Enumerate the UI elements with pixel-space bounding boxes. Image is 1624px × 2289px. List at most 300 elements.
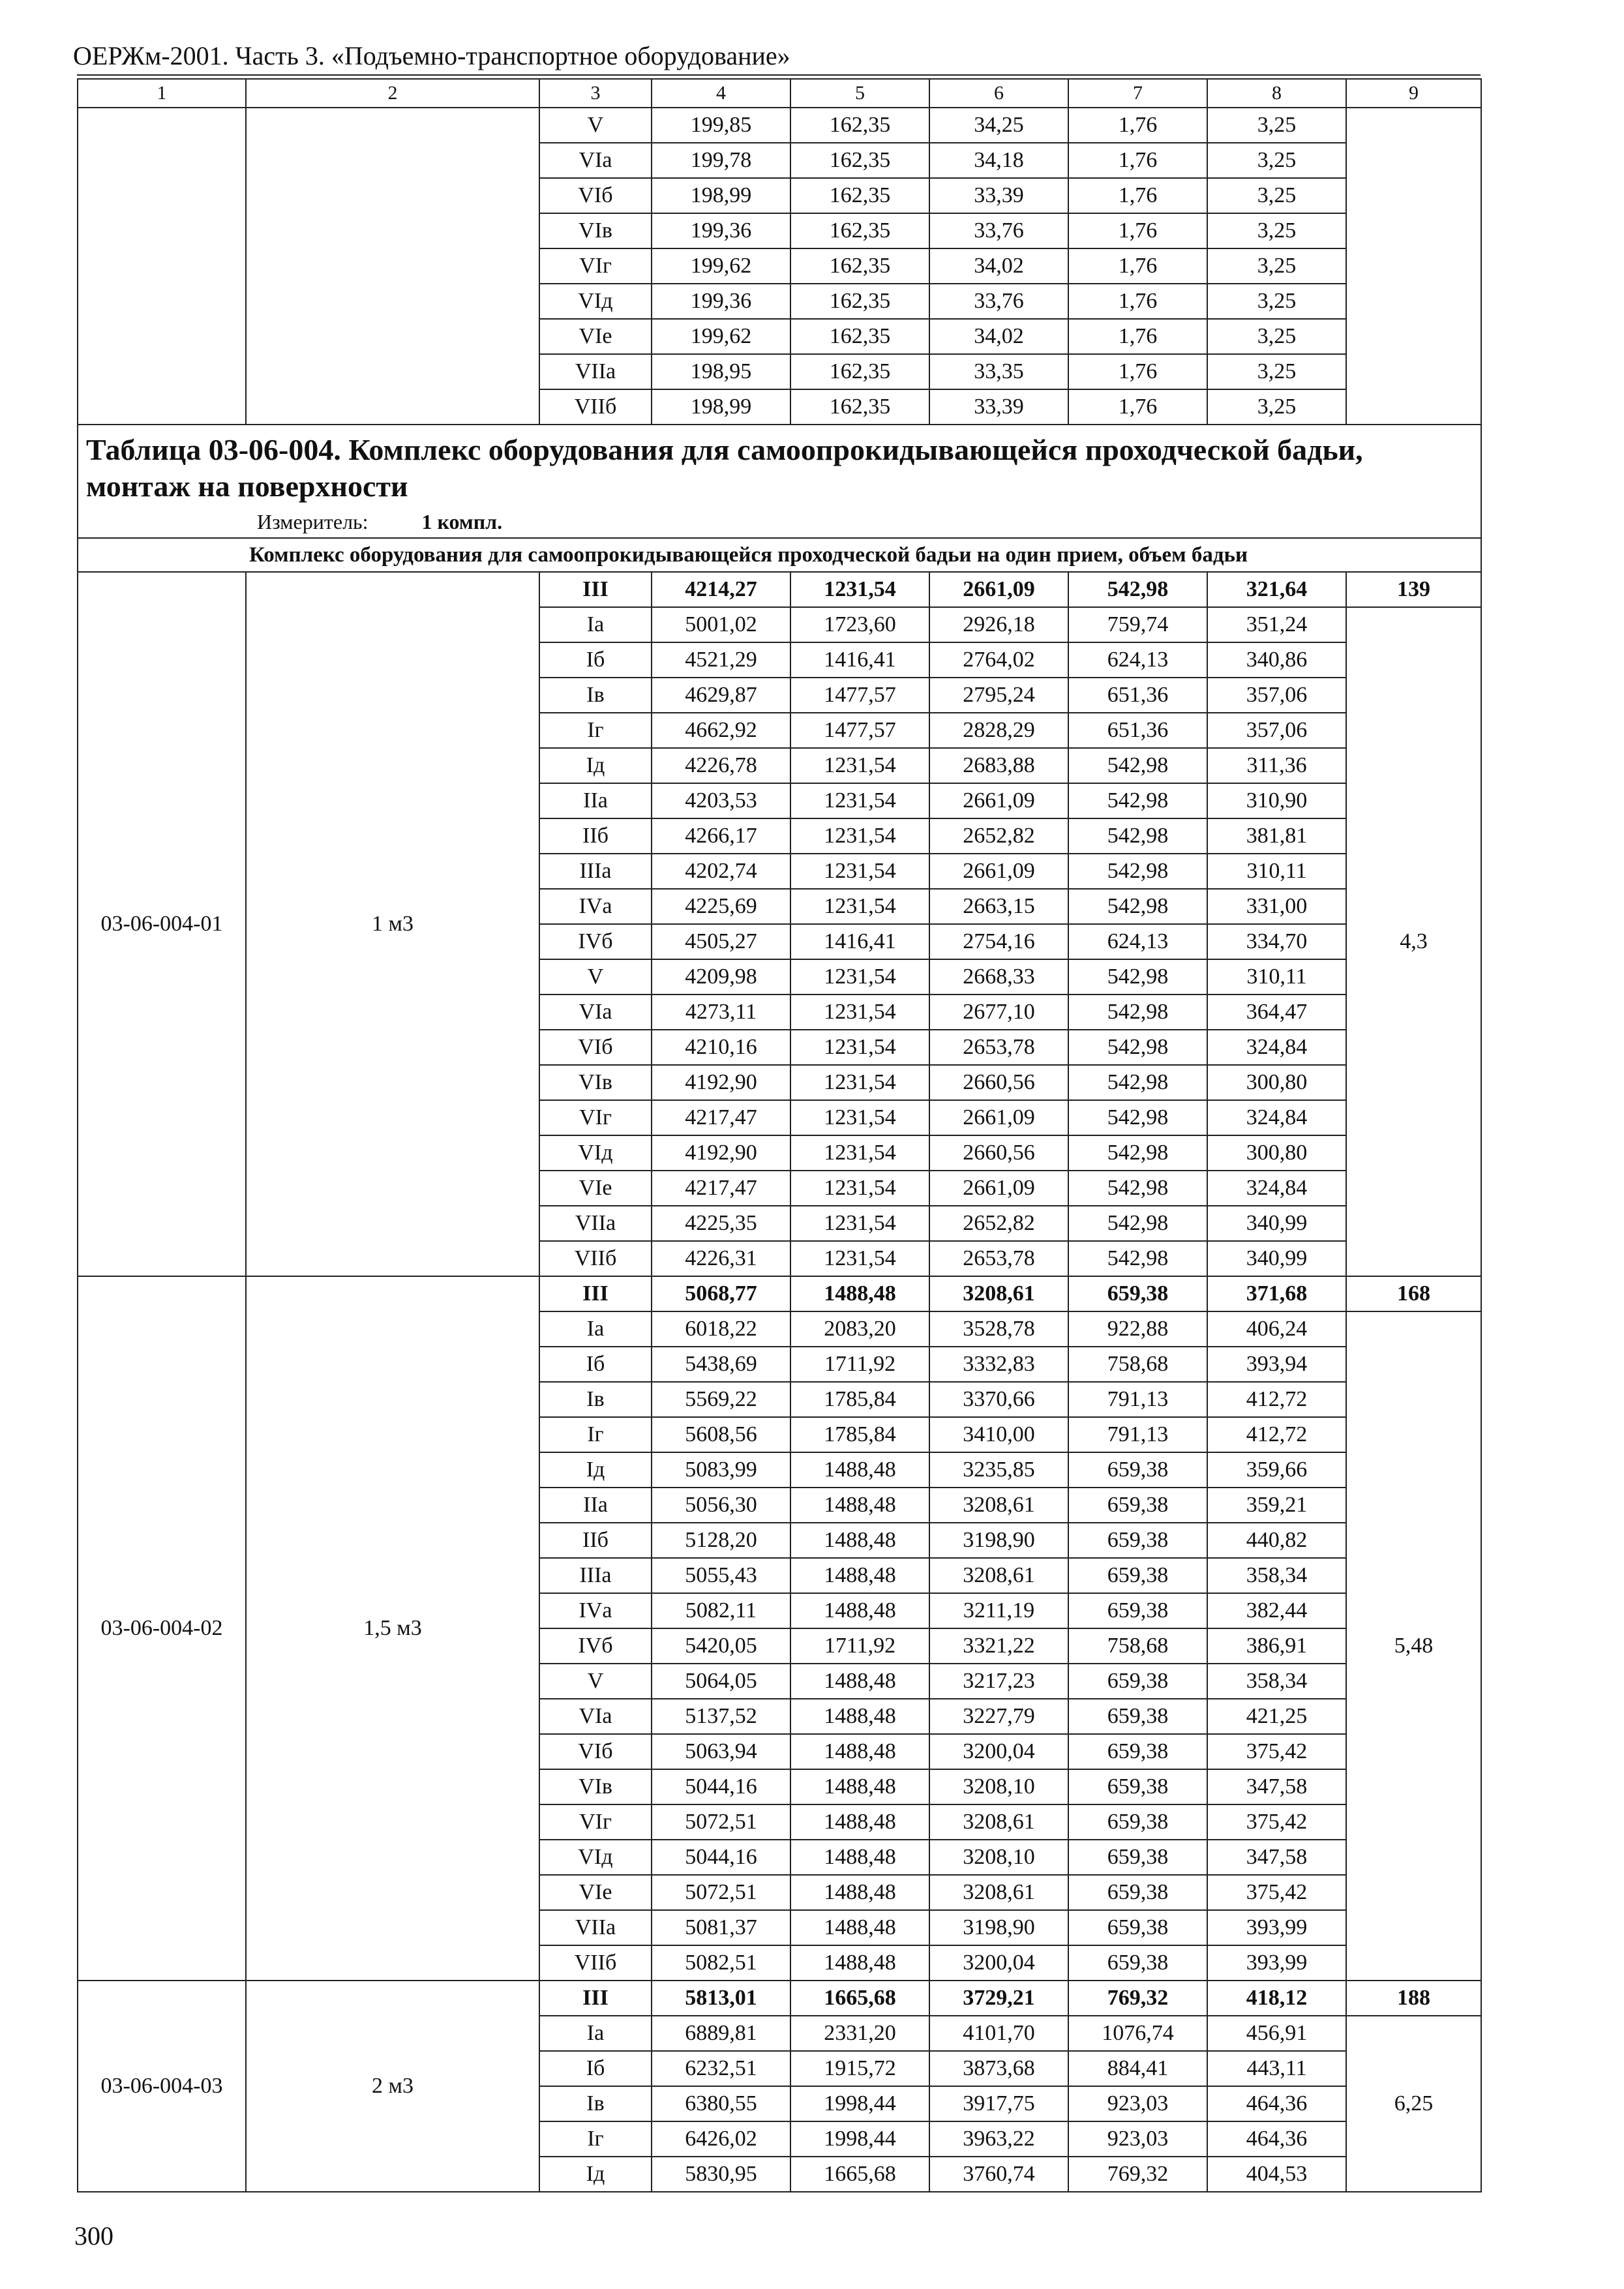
value-cell: 358,34 xyxy=(1207,1664,1346,1699)
value-cell: 759,74 xyxy=(1068,607,1207,642)
value-cell: 3,25 xyxy=(1207,108,1346,143)
value-cell: 922,88 xyxy=(1068,1311,1207,1347)
value-cell: 5081,37 xyxy=(652,1910,790,1945)
value-cell: 393,94 xyxy=(1207,1347,1346,1382)
value-cell: 5056,30 xyxy=(652,1488,790,1523)
value-cell: 758,68 xyxy=(1068,1347,1207,1382)
value-cell: 6018,22 xyxy=(652,1311,790,1347)
page-number: 300 xyxy=(74,2221,113,2251)
value-cell: 300,80 xyxy=(1207,1135,1346,1171)
meter-row xyxy=(86,511,1473,532)
value-cell: VIг xyxy=(539,1804,652,1840)
value-cell: 1231,54 xyxy=(790,1206,929,1241)
value-cell: 2661,09 xyxy=(929,1100,1068,1135)
section-title-cell xyxy=(78,425,1481,538)
value-cell: 3,25 xyxy=(1207,389,1346,425)
header-rule xyxy=(77,74,1481,76)
value-cell: 3198,90 xyxy=(929,1910,1068,1945)
value-cell: Iб xyxy=(539,2051,652,2086)
value-cell: 542,98 xyxy=(1068,1241,1207,1276)
value-cell: 542,98 xyxy=(1068,783,1207,818)
value-cell: 4225,35 xyxy=(652,1206,790,1241)
value-cell: 33,35 xyxy=(929,354,1068,389)
value-cell: 199,85 xyxy=(652,108,790,143)
value-cell: 659,38 xyxy=(1068,1875,1207,1910)
value-cell: 1477,57 xyxy=(790,678,929,713)
value-cell: 5438,69 xyxy=(652,1347,790,1382)
value-cell: 542,98 xyxy=(1068,1135,1207,1171)
value-cell: 1488,48 xyxy=(790,1734,929,1769)
value-cell: 4203,53 xyxy=(652,783,790,818)
value-cell: VIа xyxy=(539,995,652,1030)
value-cell: 334,70 xyxy=(1207,924,1346,959)
value-cell: 393,99 xyxy=(1207,1910,1346,1945)
value-cell: 659,38 xyxy=(1068,1523,1207,1558)
value-cell: IIIа xyxy=(539,1558,652,1593)
value-cell: 34,25 xyxy=(929,108,1068,143)
item-code: 03-06-004-01 xyxy=(78,572,246,1276)
value-cell: 542,98 xyxy=(1068,1030,1207,1065)
item-name: 2 м3 xyxy=(246,1981,539,2192)
value-cell: 1665,68 xyxy=(790,2157,929,2192)
value-cell: 542,98 xyxy=(1068,959,1207,995)
value-cell: 3917,75 xyxy=(929,2086,1068,2121)
value-cell: 3211,19 xyxy=(929,1593,1068,1628)
table-row xyxy=(78,108,1481,143)
value-cell: 3217,23 xyxy=(929,1664,1068,1699)
value-cell: 33,39 xyxy=(929,389,1068,425)
value-cell: IVа xyxy=(539,1593,652,1628)
value-cell: IVб xyxy=(539,1628,652,1664)
value-cell: 1488,48 xyxy=(790,1276,929,1311)
value-cell: 3528,78 xyxy=(929,1311,1068,1347)
value-cell: 5082,11 xyxy=(652,1593,790,1628)
value-cell: 6889,81 xyxy=(652,2016,790,2051)
value-cell: 375,42 xyxy=(1207,1875,1346,1910)
value-cell: 1231,54 xyxy=(790,1135,929,1171)
value-cell: 3208,61 xyxy=(929,1276,1068,1311)
value-cell: 2683,88 xyxy=(929,748,1068,783)
value-cell: VIб xyxy=(539,1734,652,1769)
value-cell: 1488,48 xyxy=(790,1769,929,1804)
value-cell: 440,82 xyxy=(1207,1523,1346,1558)
value-cell: Iд xyxy=(539,2157,652,2192)
value-cell: 5063,94 xyxy=(652,1734,790,1769)
col9-value: 6,25 xyxy=(1346,2016,1481,2192)
value-cell: Iв xyxy=(539,1382,652,1417)
value-cell: 4210,16 xyxy=(652,1030,790,1065)
column-number: 4 xyxy=(652,79,790,108)
value-cell: VIд xyxy=(539,1135,652,1171)
value-cell: 199,36 xyxy=(652,213,790,248)
value-cell: 2652,82 xyxy=(929,1206,1068,1241)
column-number: 1 xyxy=(78,79,246,108)
value-cell: 3410,00 xyxy=(929,1417,1068,1452)
value-cell: 1076,74 xyxy=(1068,2016,1207,2051)
value-cell: 5001,02 xyxy=(652,607,790,642)
value-cell: 198,95 xyxy=(652,354,790,389)
value-cell: 4226,31 xyxy=(652,1241,790,1276)
value-cell: 5083,99 xyxy=(652,1452,790,1488)
value-cell: 199,78 xyxy=(652,143,790,178)
value-cell: 2652,82 xyxy=(929,818,1068,854)
name-cell xyxy=(246,108,539,425)
value-cell: 321,64 xyxy=(1207,572,1346,607)
value-cell: 659,38 xyxy=(1068,1452,1207,1488)
value-cell: VIIб xyxy=(539,389,652,425)
value-cell: 4214,27 xyxy=(652,572,790,607)
value-cell: 4273,11 xyxy=(652,995,790,1030)
value-cell: 34,02 xyxy=(929,319,1068,354)
value-cell: III xyxy=(539,1981,652,2016)
value-cell: 5044,16 xyxy=(652,1769,790,1804)
value-cell: 421,25 xyxy=(1207,1699,1346,1734)
column-number: 6 xyxy=(929,79,1068,108)
value-cell: 1488,48 xyxy=(790,1945,929,1981)
page-header: ОЕРЖм-2001. Часть 3. «Подъемно-транспортное оборудование» xyxy=(73,41,790,70)
value-cell: 1915,72 xyxy=(790,2051,929,2086)
value-cell: VIе xyxy=(539,1875,652,1910)
value-cell: 2754,16 xyxy=(929,924,1068,959)
value-cell: 1416,41 xyxy=(790,642,929,678)
value-cell: VIIб xyxy=(539,1241,652,1276)
value-cell: V xyxy=(539,959,652,995)
value-cell: 3208,10 xyxy=(929,1840,1068,1875)
value-cell: 34,18 xyxy=(929,143,1068,178)
value-cell: Iб xyxy=(539,642,652,678)
value-cell: 3,25 xyxy=(1207,354,1346,389)
value-cell: 659,38 xyxy=(1068,1769,1207,1804)
value-cell: VIе xyxy=(539,1171,652,1206)
value-cell: 199,62 xyxy=(652,319,790,354)
value-cell: 3,25 xyxy=(1207,178,1346,213)
value-cell: VIе xyxy=(539,319,652,354)
value-cell: 1,76 xyxy=(1068,213,1207,248)
value-cell: IIб xyxy=(539,1523,652,1558)
value-cell: 542,98 xyxy=(1068,748,1207,783)
value-cell: 3321,22 xyxy=(929,1628,1068,1664)
value-cell: 1231,54 xyxy=(790,1065,929,1100)
value-cell: 1231,54 xyxy=(790,995,929,1030)
value-cell: 34,02 xyxy=(929,248,1068,284)
value-cell: 1488,48 xyxy=(790,1664,929,1699)
value-cell: 311,36 xyxy=(1207,748,1346,783)
value-cell: 1231,54 xyxy=(790,854,929,889)
table-row xyxy=(78,572,1481,607)
value-cell: VIд xyxy=(539,284,652,319)
value-cell: 2668,33 xyxy=(929,959,1068,995)
table-body xyxy=(78,79,1481,2192)
table-row xyxy=(78,1276,1481,1311)
value-cell: 2663,15 xyxy=(929,889,1068,924)
value-cell: 3198,90 xyxy=(929,1523,1068,1558)
value-cell: 5813,01 xyxy=(652,1981,790,2016)
value-cell: 3227,79 xyxy=(929,1699,1068,1734)
value-cell: 4629,87 xyxy=(652,678,790,713)
value-cell: 3208,10 xyxy=(929,1769,1068,1804)
value-cell: 456,91 xyxy=(1207,2016,1346,2051)
value-cell: 198,99 xyxy=(652,178,790,213)
value-cell: 162,35 xyxy=(790,143,929,178)
value-cell: VIв xyxy=(539,1065,652,1100)
value-cell: 542,98 xyxy=(1068,1171,1207,1206)
value-cell: 359,66 xyxy=(1207,1452,1346,1488)
value-cell: 3208,61 xyxy=(929,1875,1068,1910)
value-cell: 6380,55 xyxy=(652,2086,790,2121)
value-cell: 1488,48 xyxy=(790,1488,929,1523)
column-number-row xyxy=(78,79,1481,108)
value-cell: 3208,61 xyxy=(929,1488,1068,1523)
table-title: Таблица 03-06-004. Комплекс оборудования для самоопрокидывающейся проходческой бадьи, монтаж на поверхности xyxy=(86,433,1363,503)
value-cell: 359,21 xyxy=(1207,1488,1346,1523)
value-cell: 324,84 xyxy=(1207,1030,1346,1065)
value-cell: 5082,51 xyxy=(652,1945,790,1981)
value-cell: 624,13 xyxy=(1068,642,1207,678)
value-cell: 5128,20 xyxy=(652,1523,790,1558)
value-cell: 542,98 xyxy=(1068,854,1207,889)
value-cell: 1,76 xyxy=(1068,354,1207,389)
value-cell: 2677,10 xyxy=(929,995,1068,1030)
value-cell: 3760,74 xyxy=(929,2157,1068,2192)
value-cell: 1711,92 xyxy=(790,1628,929,1664)
value-cell: 1231,54 xyxy=(790,1100,929,1135)
value-cell: 6232,51 xyxy=(652,2051,790,2086)
value-cell: 659,38 xyxy=(1068,1276,1207,1311)
value-cell: 162,35 xyxy=(790,389,929,425)
value-cell: Iг xyxy=(539,713,652,748)
value-cell: 659,38 xyxy=(1068,1558,1207,1593)
value-cell: 351,24 xyxy=(1207,607,1346,642)
value-cell: 1488,48 xyxy=(790,1840,929,1875)
value-cell: 3873,68 xyxy=(929,2051,1068,2086)
value-cell: 162,35 xyxy=(790,178,929,213)
value-cell: 1488,48 xyxy=(790,1452,929,1488)
value-cell: VIа xyxy=(539,143,652,178)
value-cell: 1,76 xyxy=(1068,389,1207,425)
value-cell: 4202,74 xyxy=(652,854,790,889)
value-cell: 2828,29 xyxy=(929,713,1068,748)
value-cell: 1,76 xyxy=(1068,319,1207,354)
value-cell: 2083,20 xyxy=(790,1311,929,1347)
value-cell: Iб xyxy=(539,1347,652,1382)
value-cell: 464,36 xyxy=(1207,2086,1346,2121)
value-cell: Iа xyxy=(539,1311,652,1347)
value-cell: IIIа xyxy=(539,854,652,889)
value-cell: IIа xyxy=(539,783,652,818)
value-cell: 418,12 xyxy=(1207,1981,1346,2016)
value-cell: 542,98 xyxy=(1068,818,1207,854)
value-cell: 4192,90 xyxy=(652,1135,790,1171)
value-cell: 659,38 xyxy=(1068,1593,1207,1628)
value-cell: 5072,51 xyxy=(652,1804,790,1840)
value-cell: 1,76 xyxy=(1068,248,1207,284)
value-cell: 1231,54 xyxy=(790,748,929,783)
value-cell: IIб xyxy=(539,818,652,854)
value-cell: 5830,95 xyxy=(652,2157,790,2192)
column-number: 9 xyxy=(1346,79,1481,108)
value-cell: 382,44 xyxy=(1207,1593,1346,1628)
value-cell: Iв xyxy=(539,678,652,713)
value-cell: 1488,48 xyxy=(790,1875,929,1910)
value-cell: IVб xyxy=(539,924,652,959)
value-cell: 324,84 xyxy=(1207,1171,1346,1206)
value-cell: Iд xyxy=(539,1452,652,1488)
value-cell: VIIа xyxy=(539,354,652,389)
item-code: 03-06-004-03 xyxy=(78,1981,246,2192)
value-cell: VIв xyxy=(539,1769,652,1804)
value-cell: 300,80 xyxy=(1207,1065,1346,1100)
value-cell: 162,35 xyxy=(790,319,929,354)
value-cell: 1,76 xyxy=(1068,143,1207,178)
price-table xyxy=(77,78,1482,2192)
value-cell: VIб xyxy=(539,1030,652,1065)
value-cell: 659,38 xyxy=(1068,1945,1207,1981)
subheading-row xyxy=(78,538,1481,572)
value-cell: 2795,24 xyxy=(929,678,1068,713)
code-cell xyxy=(78,108,246,425)
value-cell: 2661,09 xyxy=(929,1171,1068,1206)
value-cell: 2661,09 xyxy=(929,572,1068,607)
value-cell: 1488,48 xyxy=(790,1804,929,1840)
item-code: 03-06-004-02 xyxy=(78,1276,246,1981)
value-cell: 340,86 xyxy=(1207,642,1346,678)
value-cell: 3,25 xyxy=(1207,284,1346,319)
value-cell: 412,72 xyxy=(1207,1417,1346,1452)
value-cell: 347,58 xyxy=(1207,1769,1346,1804)
value-cell: 4101,70 xyxy=(929,2016,1068,2051)
value-cell: 659,38 xyxy=(1068,1488,1207,1523)
value-cell: 3,25 xyxy=(1207,213,1346,248)
value-cell: 357,06 xyxy=(1207,713,1346,748)
value-cell: 1723,60 xyxy=(790,607,929,642)
value-cell: Iа xyxy=(539,2016,652,2051)
value-cell: VIв xyxy=(539,213,652,248)
value-cell: 1998,44 xyxy=(790,2121,929,2157)
value-cell: 2764,02 xyxy=(929,642,1068,678)
value-cell: V xyxy=(539,1664,652,1699)
value-cell: 404,53 xyxy=(1207,2157,1346,2192)
value-cell: 310,90 xyxy=(1207,783,1346,818)
value-cell: 758,68 xyxy=(1068,1628,1207,1664)
value-cell: 3,25 xyxy=(1207,143,1346,178)
value-cell: 371,68 xyxy=(1207,1276,1346,1311)
value-cell: 1231,54 xyxy=(790,959,929,995)
value-cell: 3,25 xyxy=(1207,319,1346,354)
value-cell: 5608,56 xyxy=(652,1417,790,1452)
value-cell: IIа xyxy=(539,1488,652,1523)
value-cell: 3200,04 xyxy=(929,1945,1068,1981)
value-cell: III xyxy=(539,1276,652,1311)
value-cell: 340,99 xyxy=(1207,1241,1346,1276)
value-cell: 659,38 xyxy=(1068,1804,1207,1840)
value-cell: 542,98 xyxy=(1068,1065,1207,1100)
value-cell: 162,35 xyxy=(790,213,929,248)
value-cell: 1665,68 xyxy=(790,1981,929,2016)
value-cell: 5044,16 xyxy=(652,1840,790,1875)
value-cell: 364,47 xyxy=(1207,995,1346,1030)
value-cell: 769,32 xyxy=(1068,2157,1207,2192)
value-cell: 443,11 xyxy=(1207,2051,1346,2086)
col9-value: 168 xyxy=(1346,1276,1481,1311)
value-cell: 1785,84 xyxy=(790,1382,929,1417)
value-cell: 3200,04 xyxy=(929,1734,1068,1769)
value-cell: 1231,54 xyxy=(790,1171,929,1206)
value-cell: VIIа xyxy=(539,1206,652,1241)
value-cell: 4505,27 xyxy=(652,924,790,959)
value-cell: 5072,51 xyxy=(652,1875,790,1910)
value-cell: 162,35 xyxy=(790,248,929,284)
value-cell: 3208,61 xyxy=(929,1558,1068,1593)
value-cell: 1416,41 xyxy=(790,924,929,959)
value-cell: 381,81 xyxy=(1207,818,1346,854)
column-number: 2 xyxy=(246,79,539,108)
value-cell: 6426,02 xyxy=(652,2121,790,2157)
value-cell: 542,98 xyxy=(1068,572,1207,607)
value-cell: 162,35 xyxy=(790,108,929,143)
meter-value: 1 компл. xyxy=(421,510,503,533)
value-cell: 162,35 xyxy=(790,284,929,319)
value-cell: VIб xyxy=(539,178,652,213)
value-cell: 659,38 xyxy=(1068,1664,1207,1699)
value-cell: 1711,92 xyxy=(790,1347,929,1382)
value-cell: 2653,78 xyxy=(929,1030,1068,1065)
value-cell: 33,76 xyxy=(929,213,1068,248)
value-cell: Iд xyxy=(539,748,652,783)
item-name: 1 м3 xyxy=(246,572,539,1276)
value-cell: 4217,47 xyxy=(652,1171,790,1206)
value-cell: 5420,05 xyxy=(652,1628,790,1664)
value-cell: 1488,48 xyxy=(790,1699,929,1734)
value-cell: 4217,47 xyxy=(652,1100,790,1135)
value-cell: 198,99 xyxy=(652,389,790,425)
value-cell: 4521,29 xyxy=(652,642,790,678)
value-cell: 2331,20 xyxy=(790,2016,929,2051)
value-cell: 3963,22 xyxy=(929,2121,1068,2157)
value-cell: 1,76 xyxy=(1068,284,1207,319)
value-cell: 3208,61 xyxy=(929,1804,1068,1840)
value-cell: 331,00 xyxy=(1207,889,1346,924)
value-cell: 1231,54 xyxy=(790,783,929,818)
value-cell: 310,11 xyxy=(1207,854,1346,889)
value-cell: 1488,48 xyxy=(790,1910,929,1945)
column-number: 7 xyxy=(1068,79,1207,108)
col9-value: 5,48 xyxy=(1346,1311,1481,1981)
value-cell: Iа xyxy=(539,607,652,642)
value-cell: 542,98 xyxy=(1068,995,1207,1030)
value-cell: 5064,05 xyxy=(652,1664,790,1699)
value-cell: 375,42 xyxy=(1207,1804,1346,1840)
value-cell: Iг xyxy=(539,2121,652,2157)
value-cell: 1231,54 xyxy=(790,1030,929,1065)
value-cell: 4209,98 xyxy=(652,959,790,995)
value-cell: 347,58 xyxy=(1207,1840,1346,1875)
value-cell: 884,41 xyxy=(1068,2051,1207,2086)
value-cell: 2661,09 xyxy=(929,783,1068,818)
value-cell: 659,38 xyxy=(1068,1910,1207,1945)
value-cell: 542,98 xyxy=(1068,1206,1207,1241)
value-cell: 2661,09 xyxy=(929,854,1068,889)
value-cell: 2660,56 xyxy=(929,1065,1068,1100)
value-cell: 2926,18 xyxy=(929,607,1068,642)
col9-value: 4,3 xyxy=(1346,607,1481,1276)
value-cell: 406,24 xyxy=(1207,1311,1346,1347)
value-cell: 651,36 xyxy=(1068,713,1207,748)
value-cell: 651,36 xyxy=(1068,678,1207,713)
column-number: 3 xyxy=(539,79,652,108)
value-cell: 1488,48 xyxy=(790,1523,929,1558)
value-cell: Iг xyxy=(539,1417,652,1452)
value-cell: 3235,85 xyxy=(929,1452,1068,1488)
